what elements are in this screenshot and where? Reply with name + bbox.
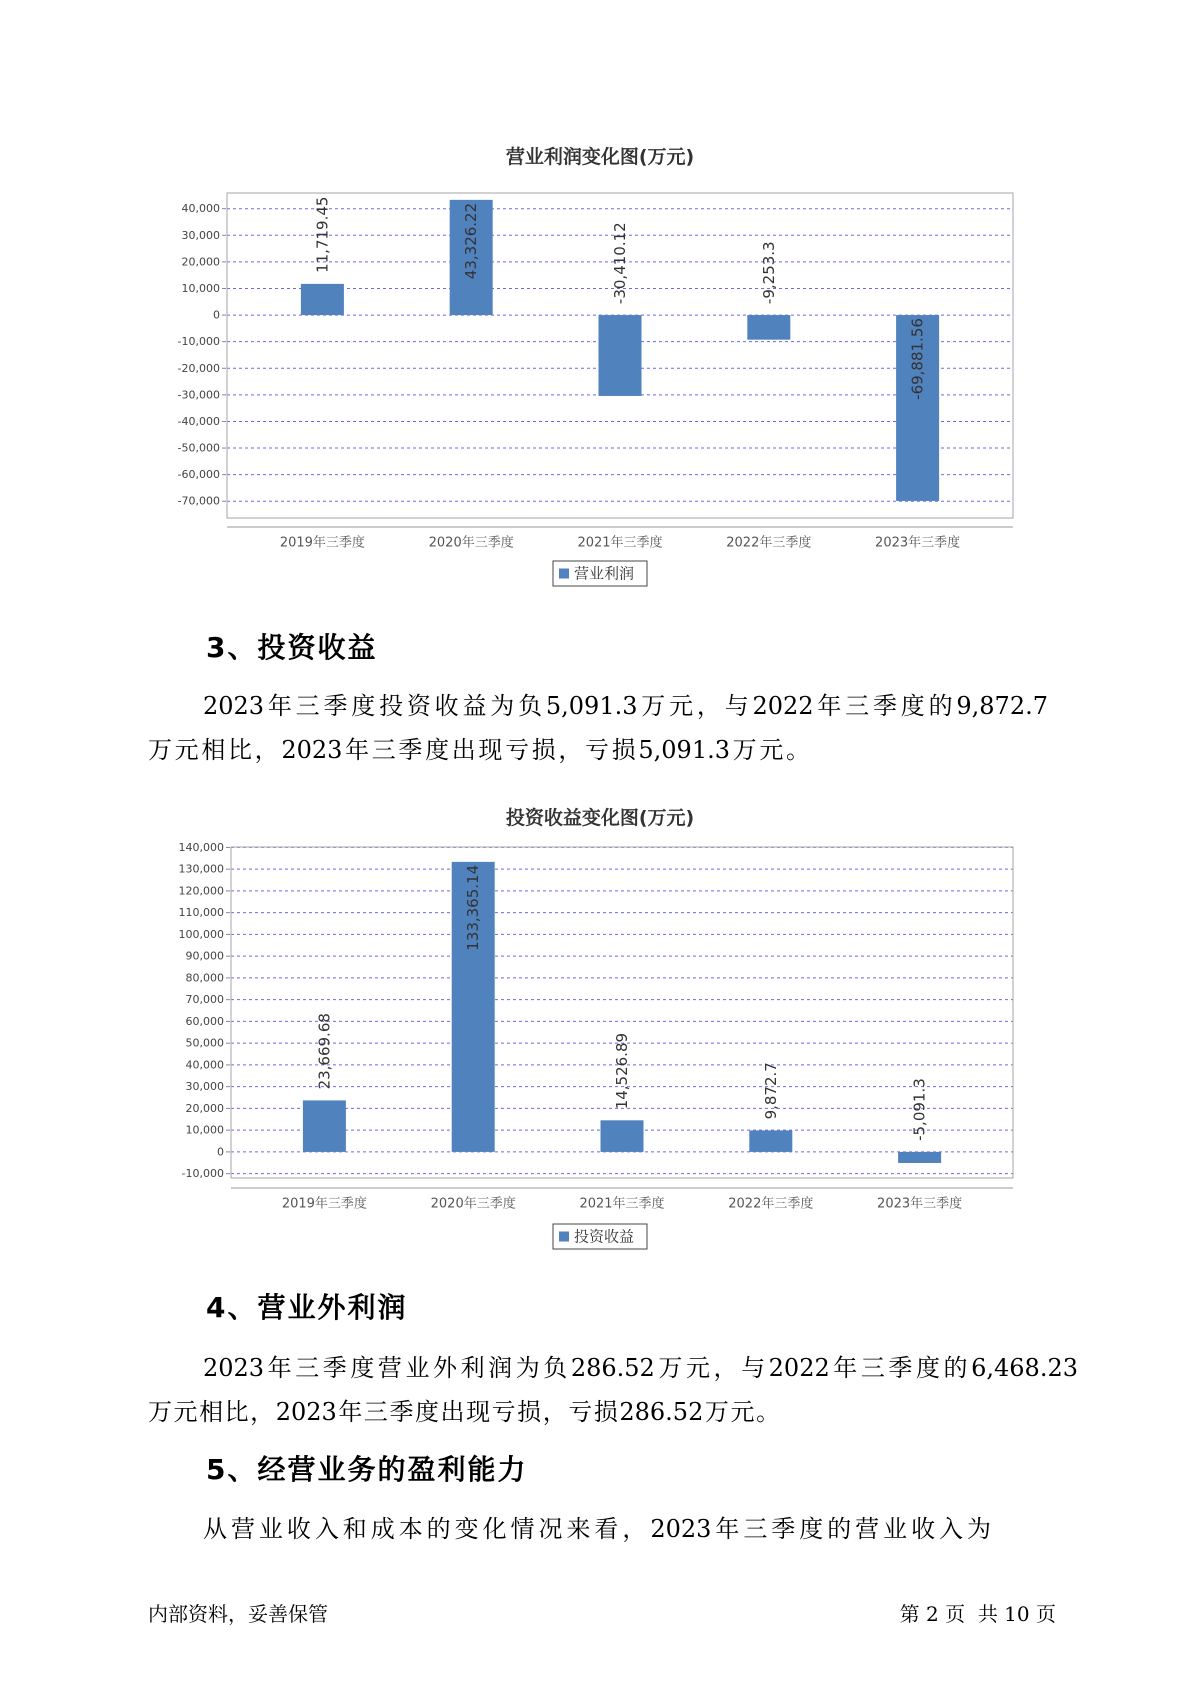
bar-value-label: 133,365.14: [464, 864, 483, 951]
y-tick-label: 40,000: [185, 1058, 224, 1072]
y-tick-label: 50,000: [185, 1036, 224, 1050]
y-tick-label: 30,000: [185, 1080, 224, 1094]
x-category-label: 2020年三季度: [430, 1196, 516, 1212]
y-tick-label: -70,000: [177, 494, 220, 508]
legend: [553, 561, 647, 586]
y-tick-label: 70,000: [185, 993, 224, 1007]
y-tick-label: 0: [213, 308, 220, 322]
y-tick-label: -10,000: [177, 335, 220, 349]
bar-value-label: 9,872.7: [761, 1062, 780, 1120]
bar-value-label: 11,719.45: [313, 196, 332, 273]
investment-income-paragraph-line: 万元相比，2023年三季度出现亏损，亏损5,091.3万元。: [148, 736, 810, 764]
footer-confidential-note: 内部资料，妥善保管: [148, 1602, 328, 1626]
bar-value-label: 43,326.22: [462, 202, 481, 280]
bar-value-label: -30,410.12: [611, 222, 629, 305]
bar-value-label: -5,091.3: [910, 1078, 929, 1141]
x-category-label: 2019年三季度: [279, 535, 365, 551]
y-tick-label: -40,000: [177, 414, 220, 428]
x-category-label: 2019年三季度: [281, 1196, 367, 1212]
y-tick-label: 40,000: [181, 202, 220, 216]
bar-value-label: 14,526.89: [613, 1032, 631, 1110]
y-tick-label: 90,000: [185, 949, 224, 963]
x-category-label: 2023年三季度: [877, 1196, 963, 1212]
y-tick-label: -60,000: [177, 468, 220, 482]
legend-swatch: [559, 1232, 569, 1242]
y-tick-label: -30,000: [177, 388, 220, 402]
y-tick-label: 0: [217, 1145, 224, 1159]
legend-swatch: [559, 569, 569, 579]
y-tick-label: 110,000: [178, 906, 224, 920]
y-tick-label: 60,000: [185, 1014, 224, 1028]
x-category-label: 2023年三季度: [875, 535, 961, 551]
non-operating-profit-paragraph-line: 2023年三季度营业外利润为负286.52万元，与2022年三季度的6,468.23: [203, 1354, 1078, 1382]
y-tick-label: -10,000: [181, 1167, 224, 1181]
y-tick-label: -50,000: [177, 441, 220, 455]
section-heading-non-operating-profit: 4、营业外利润: [206, 1291, 408, 1324]
x-category-label: 2021年三季度: [579, 1196, 665, 1212]
bar-value-label: -9,253.3: [759, 241, 778, 305]
y-tick-label: 140,000: [178, 840, 224, 854]
y-tick-label: 20,000: [181, 255, 220, 269]
bar: [898, 1152, 941, 1163]
investment-income-chart-svg: [0, 795, 1191, 1265]
bar-value-label: 23,669.68: [315, 1013, 334, 1090]
legend-label: 投资收益: [574, 1227, 635, 1246]
y-tick-label: -20,000: [177, 361, 220, 375]
investment-income-chart: [0, 795, 1191, 1265]
y-tick-label: 30,000: [181, 228, 220, 242]
y-tick-label: 10,000: [185, 1123, 224, 1137]
x-category-label: 2021年三季度: [577, 535, 663, 551]
x-category-label: 2020年三季度: [428, 535, 514, 551]
bar: [303, 1100, 346, 1151]
x-category-label: 2022年三季度: [726, 535, 812, 551]
chart-title: 营业利润变化图(万元): [505, 146, 695, 168]
operating-profit-chart: [0, 135, 1191, 605]
bar: [749, 1130, 792, 1151]
y-tick-label: 80,000: [185, 971, 224, 985]
operating-profit-chart-svg: [0, 135, 1191, 605]
bar-value-label: -69,881.56: [908, 318, 927, 400]
non-operating-profit-paragraph-line: 万元相比，2023年三季度出现亏损，亏损286.52万元。: [148, 1398, 780, 1426]
investment-income-paragraph-line: 2023年三季度投资收益为负5,091.3万元，与2022年三季度的9,872.7: [203, 692, 1048, 720]
y-tick-label: 100,000: [178, 927, 224, 941]
chart-title: 投资收益变化图(万元): [505, 807, 695, 829]
bar: [601, 1120, 644, 1152]
legend-label: 营业利润: [574, 564, 635, 583]
section-heading-investment-income: 3、投资收益: [206, 631, 378, 664]
y-tick-label: 20,000: [185, 1101, 224, 1115]
legend: [553, 1224, 647, 1249]
y-tick-label: 120,000: [178, 884, 224, 898]
bar: [599, 315, 642, 396]
footer-page-number: 第 2 页 共 10 页: [899, 1602, 1056, 1626]
bar: [301, 284, 344, 315]
y-tick-label: 130,000: [178, 862, 224, 876]
y-tick-label: 10,000: [181, 281, 220, 295]
bar: [747, 315, 790, 340]
profitability-paragraph-line: 从营业收入和成本的变化情况来看，2023年三季度的营业收入为: [203, 1515, 991, 1543]
x-category-label: 2022年三季度: [728, 1196, 814, 1212]
section-heading-profitability: 5、经营业务的盈利能力: [206, 1453, 528, 1486]
